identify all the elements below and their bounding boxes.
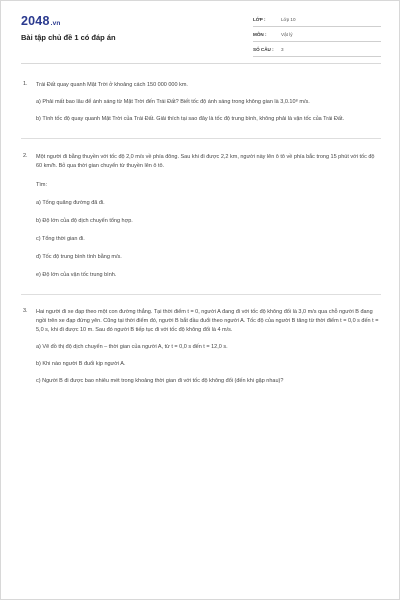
document-title: Bài tập chủ đề 1 có đáp án xyxy=(21,33,116,42)
question-part: c) Người B đi được bao nhiêu mét trong khoảng thời gian đi với tốc độ không đổi (đến khi gặp nhau)? xyxy=(36,378,284,384)
question-part: b) Tính tốc độ quay quanh Mặt Trời của Trái Đất. Giải thích tại sao đây là tốc độ trung bình, không phải là vận tốc của Trái Đất. xyxy=(36,116,345,122)
meta-label: LỚP : xyxy=(253,17,266,22)
meta-row-subject xyxy=(253,28,381,42)
document-header xyxy=(1,1,399,61)
question-number: 2. xyxy=(23,153,28,159)
question-number: 3. xyxy=(23,308,28,314)
meta-value: 3 xyxy=(281,47,284,52)
meta-table xyxy=(253,13,381,58)
logo-text: 2048 xyxy=(21,14,50,28)
section-divider xyxy=(21,138,381,139)
meta-value: Vật lý xyxy=(281,32,293,37)
question-part: e) Độ lớn của vận tốc trung bình. xyxy=(36,272,117,278)
question-intro: Hai người đi xe đạp theo một con đường thẳng. Tại thời điểm t = 0, người A đang đi với tốc độ không đổi là 3,0 m/s qua chỗ người B đang ngồi trên xe đạp đứng yên. Cũng tại thời điểm đó, người B bắt đầu đuổi theo người A. Tốc độ của người B tăng từ thời điểm t = 0,0 s đến t = 5,0 s, khi đi được 10 m. Sau đó người B tiếp tục đi với tốc độ không đổi là 4 m/s. xyxy=(36,309,379,333)
question-lead: Tìm: xyxy=(36,182,47,188)
meta-label: SỐ CÂU : xyxy=(253,47,274,52)
question-3 xyxy=(21,308,381,386)
question-part: a) Phải mất bao lâu để ánh sáng từ Mặt Trời đến Trái Đất? Biết tốc độ ánh sáng trong không gian là 3,0.10⁸ m/s. xyxy=(36,99,310,105)
meta-row-class xyxy=(253,13,381,27)
section-divider xyxy=(21,294,381,295)
question-part: d) Tốc độ trung bình tính bằng m/s. xyxy=(36,254,122,260)
questions-content xyxy=(21,63,381,386)
question-1 xyxy=(21,81,381,124)
site-logo[interactable] xyxy=(21,14,61,28)
question-part: b) Khi nào người B đuổi kịp người A. xyxy=(36,361,126,367)
logo-tld: .vn xyxy=(50,20,61,27)
question-number: 1. xyxy=(23,81,28,87)
question-intro: Một người đi bằng thuyền với tốc độ 2,0 m/s về phía đông. Sau khi đi được 2,2 km, người này lên ô tô về phía bắc trong 15 phút với tốc độ 60 km/h. Bỏ qua thời gian chuyển từ thuyền lên ô tô. xyxy=(36,154,375,169)
question-part: a) Vẽ đồ thị độ dịch chuyển – thời gian của người A, từ t = 0,0 s đến t = 12,0 s. xyxy=(36,344,228,350)
question-part: c) Tổng thời gian đi. xyxy=(36,236,85,242)
question-2 xyxy=(21,153,381,280)
meta-value: Lớp 10 xyxy=(281,17,296,22)
question-part: a) Tổng quãng đường đã đi. xyxy=(36,200,105,206)
meta-label: MÔN : xyxy=(253,32,267,37)
question-part: b) Độ lớn của độ dịch chuyển tổng hợp. xyxy=(36,218,133,224)
question-intro: Trái Đất quay quanh Mặt Trời ở khoảng cách 150 000 000 km. xyxy=(36,82,188,88)
meta-row-count xyxy=(253,43,381,57)
